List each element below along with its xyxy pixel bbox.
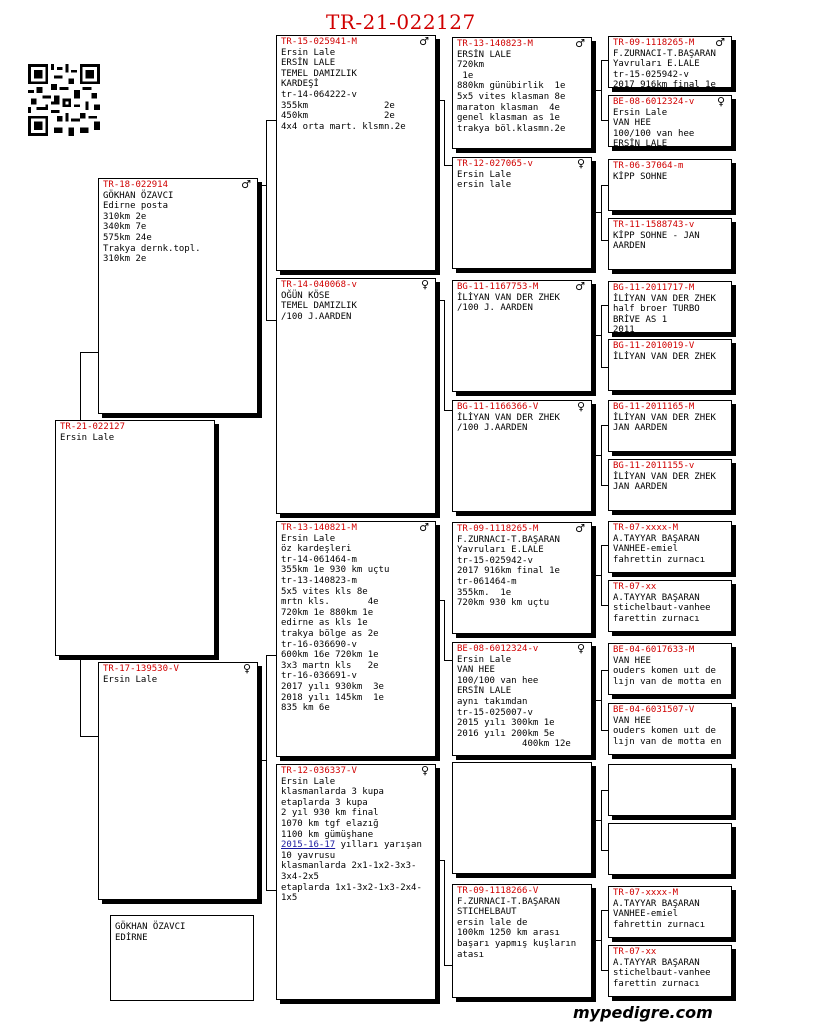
connector-line	[80, 656, 81, 736]
card-text-line: İLİYAN VAN DER ZHEK	[457, 412, 560, 423]
connector-line	[601, 305, 608, 306]
ring-number: TR-07-xxxx-M	[613, 523, 679, 533]
card-text-line: VAN HEE	[613, 715, 651, 726]
card-text-line: 340km 7e	[103, 222, 147, 233]
card-text-line: klasmanlarda 2x1-1x2-3x3-	[281, 861, 417, 872]
connector-line	[444, 100, 445, 165]
card-text-line: trakya bölge as 2e	[281, 628, 379, 639]
card-text-line: 310km 2e	[103, 254, 147, 265]
card-text-line: GÖKHAN ÖZAVCI	[103, 190, 174, 201]
pedigree-card-sire[interactable]	[98, 178, 258, 414]
ring-number: TR-07-xx	[613, 582, 657, 592]
connector-line	[601, 910, 608, 911]
connector-line	[444, 165, 452, 166]
connector-line	[601, 970, 608, 971]
connector-line	[601, 240, 608, 241]
card-text-line: Yavruları E.LALE	[457, 545, 544, 556]
card-text-line: ERSİN LALE	[457, 686, 512, 697]
card-text-line: 310km 2e	[103, 211, 147, 222]
connector-line	[444, 965, 452, 966]
connector-line	[601, 425, 608, 426]
card-text-line: 1e	[457, 70, 474, 81]
card-text-line: Edirne posta	[103, 201, 169, 212]
connector-line	[80, 736, 98, 737]
connector-line	[601, 485, 608, 486]
connector-line	[601, 670, 608, 671]
card-text-line: 3x4-2x5	[281, 871, 319, 882]
connector-line	[592, 90, 601, 91]
ring-number: TR-12-036337-V	[281, 766, 357, 776]
card-text-line: aynı takımdan	[457, 696, 528, 707]
card-text-line: 720km 930 km uçtu	[457, 598, 550, 609]
card-text-line: öz kardeşleri	[281, 544, 352, 555]
page-title: TR-21-022127	[326, 10, 476, 34]
date-link[interactable]: 2015-16-17	[281, 840, 336, 851]
card-text-line: İLİYAN VAN DER ZHEK	[613, 293, 716, 304]
card-text-line: 100km 1250 km arası	[457, 928, 560, 939]
connector-line	[266, 320, 276, 321]
card-text-line: 720km 1e 880km 1e	[281, 607, 374, 618]
pedigree-card-g4-10[interactable]	[608, 580, 732, 632]
pedigree-card-g4-1[interactable]	[608, 36, 732, 88]
card-text-line: 4x4 orta mart. klsmn.2e	[281, 121, 406, 132]
card-text-line: JAN AARDEN	[613, 423, 668, 434]
card-text-line: half broer TURBO	[613, 304, 700, 315]
card-text-line: A.TAYYAR BAŞARAN	[613, 592, 700, 603]
card-text-line: etaplarda 3 kupa	[281, 797, 368, 808]
connector-line	[258, 185, 266, 186]
pedigree-card-g4-3[interactable]	[608, 159, 732, 211]
ring-number: BE-08-6012324-v	[613, 97, 695, 107]
female-icon: ♀	[716, 95, 725, 108]
card-text-line: ERSİN LALE	[281, 58, 336, 69]
card-text-line: mrtn kls. 4e	[281, 597, 379, 608]
card-text-line: trakya böl.klasmn.2e	[457, 123, 566, 134]
card-text-line: ouders komen uıt de	[613, 666, 716, 677]
card-text-line: 2017 916km final 1e	[613, 80, 716, 88]
ring-number: TR-09-1118266-V	[457, 886, 539, 896]
connector-line	[444, 410, 452, 411]
ring-number: BG-11-2010019-V	[613, 341, 695, 351]
card-text-line: başarı yapmış kuşların	[457, 938, 577, 949]
connector-line	[80, 352, 81, 420]
card-text-line: tr-14-064222-v	[281, 89, 357, 100]
connector-line	[436, 100, 444, 101]
card-text-line: 2017 916km final 1e	[457, 566, 560, 577]
card-text-line: Trakya dernk.topl.	[103, 243, 201, 254]
card-text-line: 720km	[457, 60, 485, 71]
card-text-line: Ersin Lale	[281, 776, 336, 787]
male-icon: ♂	[715, 36, 725, 49]
connector-line	[601, 185, 608, 186]
card-text-line: ERSİN LALE	[457, 49, 512, 60]
ring-number: BG-11-1166366-V	[457, 402, 539, 412]
card-text-line: VAN HEE	[613, 655, 651, 666]
ring-number: TR-06-37064-m	[613, 161, 684, 171]
male-icon: ♂	[241, 178, 251, 191]
card-text-line: tr-15-025942-v	[457, 555, 533, 566]
ring-number: TR-07-xx	[613, 947, 657, 957]
card-text-line: stichelbaut-vanhee	[613, 968, 711, 979]
card-text-line: farettin zurnacı	[613, 978, 700, 989]
card-text-line: BRİVE AS 1	[613, 314, 668, 325]
male-icon: ♂	[419, 521, 429, 534]
owner-name: GÖKHAN ÖZAVCI	[115, 922, 186, 932]
connector-line	[601, 730, 608, 731]
male-icon: ♂	[575, 280, 585, 293]
card-text-line: farettin zurnacı	[613, 613, 700, 624]
card-text-line: 575km 24e	[103, 232, 152, 243]
pedigree-card-g4-13[interactable]	[608, 764, 732, 816]
card-text-line: lıjn van de motta en	[613, 676, 722, 687]
card-text-line: KİPP SOHNE	[613, 171, 668, 182]
connector-line	[592, 212, 601, 213]
card-text-line: 1070 km tgf elazığ	[281, 818, 379, 829]
card-text-line: F.ZURNACI-T.BAŞARAN	[457, 896, 560, 907]
pedigree-card-dsd[interactable]	[452, 642, 592, 756]
card-text-line: 2018 yılı 145km 1e	[281, 692, 384, 703]
card-text-line: 2017 yılı 930km 3e	[281, 681, 384, 692]
card-text-line: Ersin Lale	[60, 432, 115, 443]
card-text-line: Yavruları E.LALE	[613, 59, 700, 70]
connector-line	[601, 60, 608, 61]
card-text-line: 355km 1e 930 km uçtu	[281, 565, 390, 576]
card-text-line: 2016 yılı 200km 5e	[457, 728, 555, 739]
card-text-line: Ersin Lale	[613, 107, 668, 118]
card-text-line: Ersin Lale	[281, 533, 336, 544]
female-icon: ♀	[576, 157, 585, 170]
card-text-line: OĞÜN KÖSE	[281, 290, 330, 301]
ring-number: TR-17-139530-V	[103, 664, 179, 674]
pedigree-card-dam-dam[interactable]	[276, 764, 436, 1000]
connector-line	[444, 660, 452, 661]
male-icon: ♂	[419, 35, 429, 48]
ring-number: BG-11-2011155-v	[613, 461, 695, 471]
card-text-line: ersin lale	[457, 180, 512, 191]
pedigree-card-g4-7[interactable]	[608, 400, 732, 452]
card-text-line: tr-15-025007-v	[457, 707, 533, 718]
connector-line	[601, 120, 608, 121]
pedigree-card-g4-15[interactable]	[608, 886, 732, 938]
card-text-line: 400km 12e	[457, 739, 571, 750]
card-text-line: VANHEE-emiel	[613, 909, 679, 920]
card-text-line	[281, 840, 431, 851]
connector-line	[601, 850, 608, 851]
pedigree-card-dds[interactable]	[452, 762, 592, 874]
card-text-line: Ersin Lale	[103, 674, 158, 685]
card-text-line: 2 yıl 930 km final	[281, 808, 379, 819]
pedigree-card-sss[interactable]	[452, 37, 592, 149]
pedigree-card-g4-8[interactable]	[608, 459, 732, 511]
card-text-line: tr-13-140823-m	[281, 575, 357, 586]
ring-number: TR-07-xxxx-M	[613, 888, 679, 898]
card-text-line: tr-15-025942-v	[613, 69, 689, 80]
card-text-line: TEMEL DAMIZLIK	[281, 301, 357, 312]
pedigree-card-g4-9[interactable]	[608, 521, 732, 573]
pedigree-card-sire-sire[interactable]	[276, 35, 436, 271]
qr-code-icon	[28, 64, 100, 136]
card-text-line: 835 km 6e	[281, 703, 330, 714]
connector-line	[601, 545, 608, 546]
card-text-line: 5x5 vites klasman 8e	[457, 91, 566, 102]
connector-line	[592, 335, 601, 336]
card-text-line: İLİYAN VAN DER ZHEK	[613, 471, 716, 482]
card-text-line: genel klasman as 1e	[457, 113, 560, 124]
male-icon: ♂	[575, 522, 585, 535]
connector-line	[601, 305, 602, 367]
ring-number: BE-08-6012324-v	[457, 644, 539, 654]
card-text-line: 3x3 martn kls 2e	[281, 660, 379, 671]
card-text-line: Ersin Lale	[457, 169, 512, 180]
connector-line	[436, 300, 444, 301]
pedigree-card-dam[interactable]	[98, 662, 258, 900]
card-text-line: tr-16-036690-v	[281, 639, 357, 650]
card-text-line: 5x5 vites kls 8e	[281, 586, 368, 597]
connector-line	[601, 790, 608, 791]
ring-number: BG-11-2011717-M	[613, 283, 695, 293]
connector-line	[80, 352, 98, 353]
card-text-line: Ersin Lale	[281, 47, 336, 58]
pedigree-card-g4-12[interactable]	[608, 703, 732, 755]
ring-number: TR-15-025941-M	[281, 37, 357, 47]
owner-box	[110, 915, 254, 1001]
connector-line	[601, 367, 608, 368]
connector-line	[601, 790, 602, 850]
card-text-line: KİPP SOHNE - JAN	[613, 230, 700, 241]
ring-number: TR-21-022127	[60, 422, 126, 432]
card-text-line: tr-14-061464-m	[281, 554, 357, 565]
card-text-line: maraton klasman 4e	[457, 102, 560, 113]
connector-line	[266, 120, 267, 320]
card-text-line: İLİYAN VAN DER ZHEK	[613, 351, 716, 362]
connector-line	[266, 120, 276, 121]
card-text-line: /100 J.AARDEN	[457, 423, 528, 434]
owner-city: EDİRNE	[115, 933, 148, 943]
card-text-line: 1x5	[281, 893, 298, 904]
card-text-line: Ersin Lale	[457, 654, 512, 665]
female-icon: ♀	[242, 662, 251, 675]
connector-line	[592, 940, 601, 941]
card-text-line: VAN HEE	[613, 118, 651, 129]
ring-number: BE-04-6031507-V	[613, 705, 695, 715]
connector-line	[266, 655, 267, 890]
card-text-line: /100 J.AARDEN	[281, 311, 352, 322]
pedigree-card-ssd[interactable]	[452, 157, 592, 269]
card-text-line: AARDEN	[613, 241, 646, 252]
ring-number: TR-09-1118265-M	[457, 524, 539, 534]
card-text-line: ersin lale de	[457, 917, 528, 928]
card-text-line: klasmanlarda 3 kupa	[281, 787, 384, 798]
ring-number: BG-11-1167753-M	[457, 282, 539, 292]
card-text-line: edirne as kls 1e	[281, 618, 368, 629]
card-text-line: A.TAYYAR BAŞARAN	[613, 957, 700, 968]
card-text-line: 600km 16e 720km 1e	[281, 650, 379, 661]
card-text-line: 880km günübirlik 1e	[457, 81, 566, 92]
connector-line	[444, 300, 445, 410]
card-text-line: tr-061464-m	[457, 576, 517, 587]
ring-number: BG-11-2011165-M	[613, 402, 695, 412]
card-text-line: İLİYAN VAN DER ZHEK	[613, 412, 716, 423]
card-text-line: STICHELBAUT	[457, 907, 517, 918]
card-text-line: fahrettin zurnacı	[613, 919, 706, 930]
card-text-line: 10 yavrusu	[281, 850, 336, 861]
male-icon: ♂	[575, 37, 585, 50]
connector-line	[444, 860, 445, 965]
card-text-line: 2015 yılı 300km 1e	[457, 718, 555, 729]
pedigree-card-g4-11[interactable]	[608, 643, 732, 695]
card-text-line: F.ZURNACI-T.BAŞARAN	[457, 534, 560, 545]
connector-line	[601, 60, 602, 120]
card-text-line: lıjn van de motta en	[613, 736, 722, 747]
ring-number: BE-04-6017633-M	[613, 645, 695, 655]
pedigree-card-g4-4[interactable]	[608, 218, 732, 270]
pedigree-card-ddd[interactable]	[452, 884, 592, 998]
card-text-line: 355km. 1e	[457, 587, 512, 598]
ring-number: TR-11-1588743-v	[613, 220, 695, 230]
card-text-line: ouders komen uıt de	[613, 726, 716, 737]
female-icon: ♀	[420, 764, 429, 777]
card-text-line: VANHEE-emiel	[613, 544, 679, 555]
female-icon: ♀	[576, 400, 585, 413]
connector-line	[258, 760, 266, 761]
ring-number: TR-09-1118265-M	[613, 38, 695, 48]
connector-line	[266, 890, 276, 891]
pedigree-card-sdd[interactable]	[452, 400, 592, 512]
female-icon: ♀	[420, 278, 429, 291]
brand-logo: mypedigre.com	[573, 1003, 713, 1022]
pedigree-card-g4-5[interactable]	[608, 281, 732, 333]
ring-number: TR-13-140821-M	[281, 523, 357, 533]
connector-line	[601, 185, 602, 240]
card-text-line: KARDEŞİ	[281, 79, 319, 90]
ring-number: TR-12-027065-v	[457, 159, 533, 169]
card-text-line: TEMEL DAMIZLIK	[281, 68, 357, 79]
connector-line	[601, 425, 602, 485]
card-text-line: 355km 2e	[281, 100, 395, 111]
card-text-line: 100/100 van hee	[613, 128, 695, 139]
connector-line	[436, 860, 444, 861]
pedigree-card-g4-6[interactable]	[608, 339, 732, 391]
connector-line	[601, 605, 608, 606]
card-text-line: A.TAYYAR BAŞARAN	[613, 533, 700, 544]
pedigree-card-subject[interactable]	[55, 420, 215, 656]
card-text-line: VAN HEE	[457, 665, 495, 676]
connector-line	[592, 455, 601, 456]
card-text-line: A.TAYYAR BAŞARAN	[613, 898, 700, 909]
card-text-line: fahrettin zurnacı	[613, 554, 706, 565]
ring-number: TR-18-022914	[103, 180, 169, 190]
connector-line	[601, 670, 602, 730]
connector-line	[444, 600, 445, 660]
ring-number: TR-14-040068-v	[281, 280, 357, 290]
card-text-line: stichelbaut-vanhee	[613, 603, 711, 614]
pedigree-card-sire-dam[interactable]	[276, 278, 436, 514]
card-text-line: F.ZURNACI-T.BAŞARAN	[613, 48, 716, 59]
connector-line	[592, 700, 601, 701]
card-text-line: JAN AARDEN	[613, 482, 668, 493]
connector-line	[601, 545, 602, 605]
connector-line	[266, 655, 276, 656]
pedigree-card-sds[interactable]	[452, 280, 592, 392]
connector-line	[436, 600, 444, 601]
pedigree-card-dss[interactable]	[452, 522, 592, 634]
pedigree-card-g4-16[interactable]	[608, 945, 732, 997]
connector-line	[601, 910, 602, 970]
card-text-line: etaplarda 1x1-3x2-1x3-2x4-	[281, 882, 422, 893]
card-text-line: 1100 km gümüşhane	[281, 829, 374, 840]
card-text-line: İLİYAN VAN DER ZHEK	[457, 292, 560, 303]
card-text-line: 100/100 van hee	[457, 675, 539, 686]
pedigree-card-g4-14[interactable]	[608, 823, 732, 875]
date-link-tail: yılları yarışan	[335, 840, 422, 851]
card-text-line: ERSİN LALE	[613, 139, 668, 147]
ring-number: TR-13-140823-M	[457, 39, 533, 49]
pedigree-card-dam-sire[interactable]	[276, 521, 436, 757]
pedigree-card-g4-2[interactable]	[608, 95, 732, 147]
connector-line	[592, 575, 601, 576]
card-text-line: /100 J. AARDEN	[457, 303, 533, 314]
female-icon: ♀	[576, 642, 585, 655]
card-text-line: 2011	[613, 325, 635, 333]
card-text-line: atası	[457, 949, 485, 960]
card-text-line: 450km 2e	[281, 111, 395, 122]
card-text-line: tr-16-036691-v	[281, 671, 357, 682]
connector-line	[592, 820, 601, 821]
